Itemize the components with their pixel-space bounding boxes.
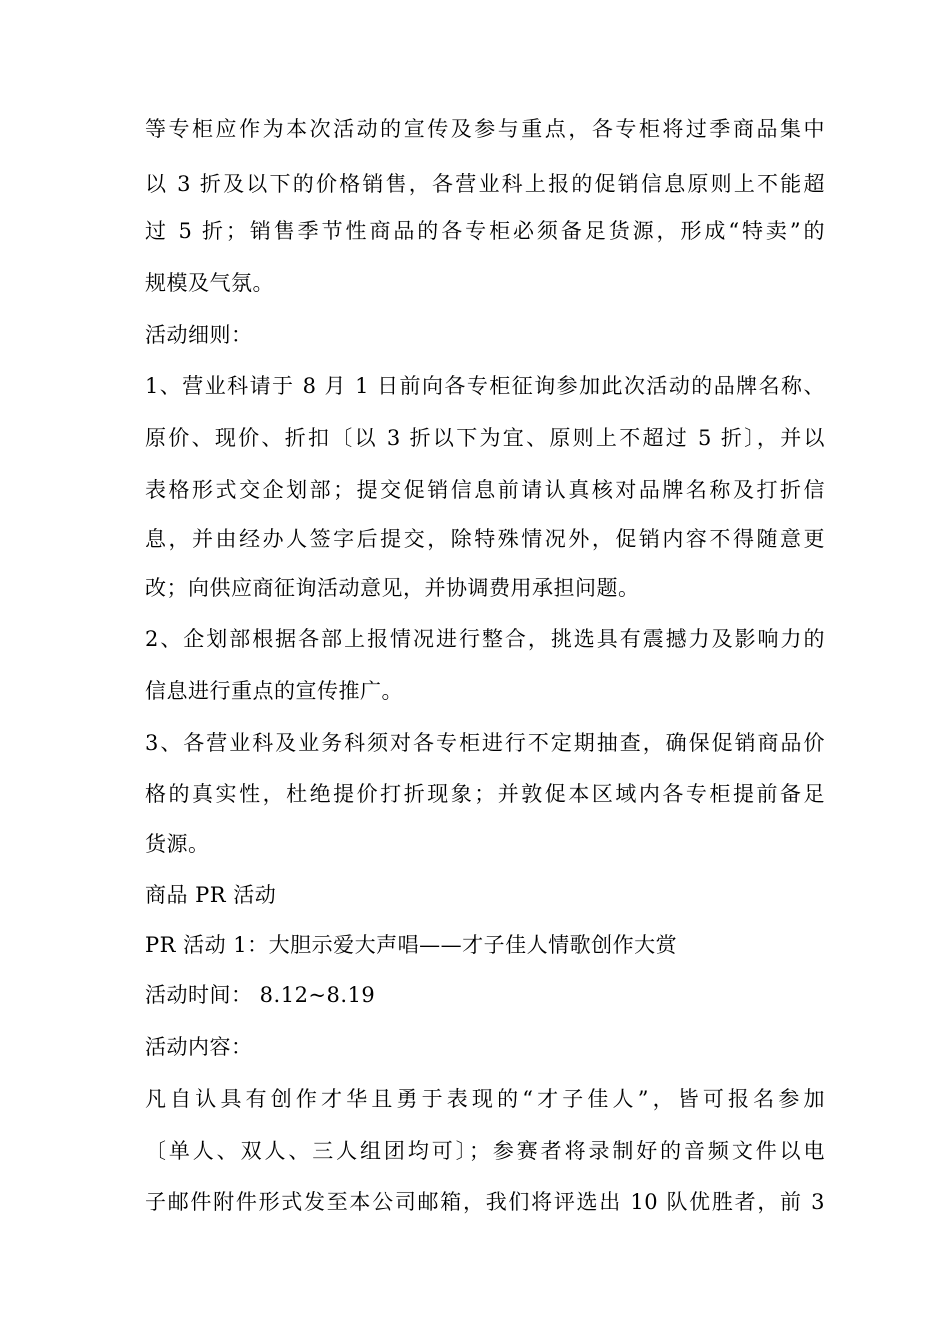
paragraph-line: 格的真实性，杜绝提价打折现象；并敦促本区域内各专柜提前备足: [145, 782, 825, 806]
paragraph-line: 规模及气氛。: [145, 271, 274, 295]
paragraph-line: 息，并由经办人签字后提交，除特殊情况外，促销内容不得随意更: [145, 527, 825, 551]
activity-time: 活动时间： 8.12~8.19: [145, 983, 376, 1007]
paragraph-line: 信息进行重点的宣传推广。: [145, 679, 403, 703]
paragraph-line: 过 5 折；销售季节性商品的各专柜必须备足货源，形成“特卖”的: [145, 219, 825, 243]
paragraph-line: 1、营业科请于 8 月 1 日前向各专柜征询参加此次活动的品牌名称、: [145, 374, 825, 398]
paragraph-line: 表格形式交企划部；提交促销信息前请认真核对品牌名称及打折信: [145, 478, 825, 502]
paragraph-line: 货源。: [145, 832, 210, 856]
paragraph-line: 原价、现价、折扣〔以 3 折以下为宜、原则上不超过 5 折〕，并以: [145, 426, 825, 450]
paragraph-line: 〔单人、双人、三人组团均可〕；参赛者将录制好的音频文件以电: [145, 1139, 825, 1163]
paragraph-line: 2、企划部根据各部上报情况进行整合，挑选具有震撼力及影响力的: [145, 627, 825, 651]
paragraph-line: 改；向供应商征询活动意见，并协调费用承担问题。: [145, 576, 640, 600]
section-heading: 活动细则：: [145, 323, 253, 347]
paragraph-line: 3、各营业科及业务科须对各专柜进行不定期抽查，确保促销商品价: [145, 731, 825, 755]
paragraph-line: 子邮件附件形式发至本公司邮箱，我们将评选出 10 队优胜者，前 3: [145, 1190, 825, 1214]
activity-title: PR 活动 1：大胆示爱大声唱——才子佳人情歌创作大赏: [145, 933, 678, 957]
section-heading: 活动内容：: [145, 1035, 253, 1059]
section-heading: 商品 PR 活动: [145, 883, 277, 907]
paragraph-line: 等专柜应作为本次活动的宣传及参与重点，各专柜将过季商品集中: [145, 117, 825, 141]
paragraph-line: 以 3 折及以下的价格销售，各营业科上报的促销信息原则上不能超: [145, 172, 825, 196]
paragraph-line: 凡自认具有创作才华且勇于表现的“才子佳人”，皆可报名参加: [145, 1087, 825, 1111]
